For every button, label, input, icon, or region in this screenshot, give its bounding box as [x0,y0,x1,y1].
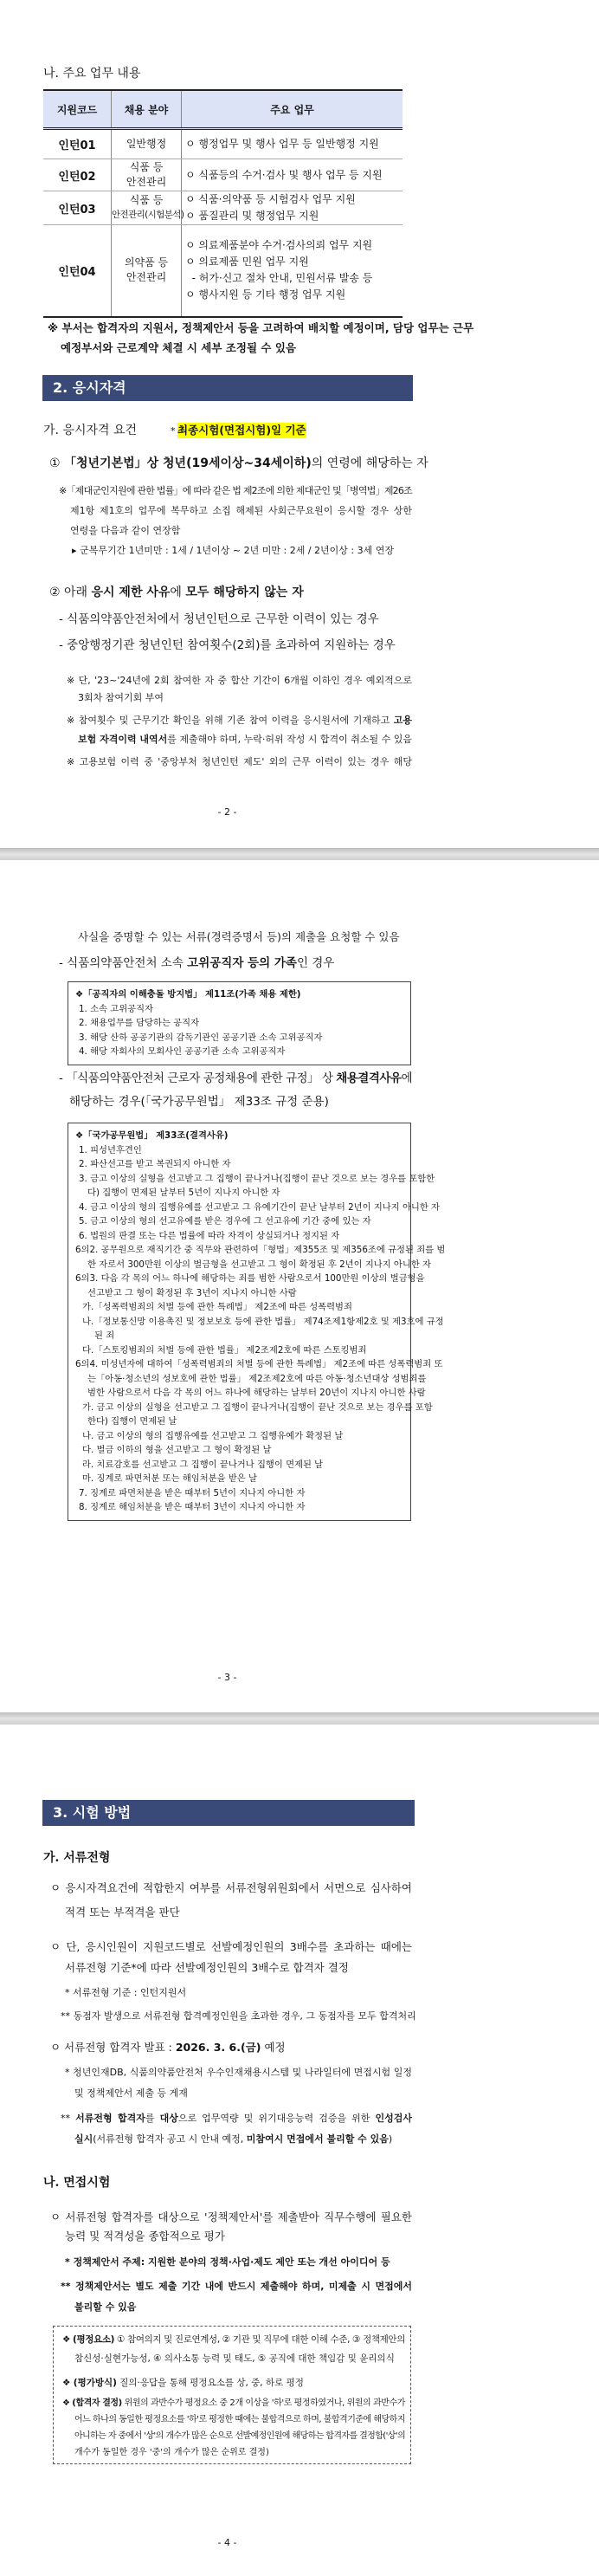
box-item: 2. 파산선고를 받고 복권되지 아니한 자 [79,1159,231,1169]
page-number: - 4 - [217,2537,237,2548]
text-run: (서류전형 합격자 공고 시 안내 예정, [93,2133,247,2145]
note-veteran-cont2: 연령을 다음과 같이 연장함 [70,525,181,536]
section-heading-main-duties: 나. 주요 업무 내용 [43,67,141,81]
field-line: 의약품 등 [124,256,169,269]
note-veteran: ※「제대군인지원에 관한 법률」에 따라 같은 법 제2조에 의한 제대군인 및「병역법」제26조 [59,485,412,496]
text-run: ❖ [62,2334,74,2345]
field-line: 안전관리 [126,271,167,284]
proof-documents: 사실을 증명할 수 있는 서류(경력증명서 등)의 제출을 요청할 수 있음 [78,930,400,943]
note-other-history: ※ 고용보험 이력 중 '중앙부처 청년인턴 제도' 외의 근무 이력이 있는 경우 해당 [67,756,412,767]
basis-star: * [171,425,176,437]
note-exception-cont: 3회차 참여기회 부여 [78,692,164,703]
text-run: 에 [170,586,186,599]
section-title-exam-method: 3. 시험 방법 [42,1800,415,1826]
text-run: 위원의 과반수가 평정요소 중 2개 이상을 '하'로 평정하였거나, 위원의 과반수가 [121,2398,405,2408]
box-item: 다.「스토킹범죄의 처벌 등에 관한 법률」 제2조제2호에 따른 스토킹범죄 [82,1344,367,1356]
box-item: 선고받고 그 형이 확정된 후 3년이 지나지 아니한 사람 [87,1287,297,1298]
screening-criteria-note: * 서류전형 기준 : 인턴지원서 [65,1987,187,1998]
interview-heading: 나. 면접시험 [43,2176,111,2190]
box-title: ❖「국가공무원법」 제33조(결격사유) [75,1130,229,1141]
screening-announcement [50,2040,286,2055]
duty-item: ㅇ 행정업무 및 행사 업무 등 일반행정 지원 [185,138,379,150]
recruitment-field [112,129,182,159]
text-run: (평가방식) [73,2378,117,2388]
proposal-deadline-note [61,2279,412,2294]
announcement-note-cont: 및 정책제안서 제출 등 게재 [74,2087,188,2099]
box-item: 된 죄 [94,1330,115,1341]
text-run: 으로 업무역량 및 위기대응능력 검증을 위한 [177,2113,376,2124]
field-line: 일반행정 [126,138,167,150]
requirement-1 [49,456,428,471]
table-row [43,129,403,159]
table-header-row [43,90,403,129]
box-item: 나.「정보통신망 이용촉진 및 정보보호 등에 관한 법률」 제74조제1항제2호 및 제3호에 규정 [82,1316,444,1327]
text-run: ㅇ 서류전형 합격자 발표 : [50,2041,176,2054]
screening-item-1-cont: 적격 또는 부적격을 판단 [65,1906,180,1919]
main-duties [182,225,403,317]
text-run: 보험 자격이력 내역서 [78,734,168,745]
box-item: 8. 징계로 해임처분을 받은 때부터 3년이 지나지 아니한 자 [79,1502,306,1512]
evaluation-criteria-box [53,2326,411,2464]
duties-table [43,89,403,318]
text-run: (19세이상~34세이하) [186,456,312,470]
box-item: 한 자로서 300만원 이상의 벌금형을 선고받고 그 형이 확정된 후 2년이 지나지 아니한 자 [87,1259,431,1270]
box-item: 1. 피성년후견인 [79,1144,142,1155]
box-item: 6. 법원의 판결 또는 다른 법률에 따라 자격이 상실되거나 정지된 자 [79,1230,340,1241]
restriction-disqualification-cont: 해당하는 경우(「국가공무원법」 제33조 규정 준용) [69,1095,329,1109]
box-item: 2. 채용업무를 담당하는 공직자 [79,1018,200,1028]
text-run: 서류전형 합격자 [75,2113,145,2124]
disqualification-box [68,1123,446,1521]
box-item: 마. 징계로 파면처분 또는 해임처분을 받은 날 [82,1473,257,1484]
box-item: 4. 해당 자회사의 모회사인 공공기관 소속 고위공직자 [79,1046,286,1057]
duty-item: ㅇ 행사지원 등 기타 행정 업무 지원 [185,288,346,301]
text-run: 의 연령에 해당하는 자 [311,456,428,470]
intern-code: 인턴01 [43,129,112,159]
box-item: 는「아동·청소년의 성보호에 관한 법률」 제2조제2호에 따른 아동·청소년대상 성범죄를 [87,1373,427,1384]
assignment-note-cont: 예정부서와 근로계약 체결 시 세부 조정될 수 있음 [61,340,296,354]
duty-item: ㅇ 품질관리 및 행정업무 지원 [185,210,319,222]
screening-item-2-cont: 서류전형 기준*에 따라 선발예정인원의 3배수로 합격자 결정 [65,1961,349,1974]
text-run: ) [388,2133,393,2145]
box-item: 6의3. 다음 각 목의 어느 하나에 해당하는 죄를 범한 사람으로서 100만원 이상의 벌금형을 [75,1273,425,1284]
box-item: 6의2. 공무원으로 재직기간 중 직무와 관련하여「형법」제355조 및 제356조에 규정된 죄를 범 [75,1245,446,1255]
section-title-eligibility: 2. 응시자격 [42,375,413,401]
duty-item: ㅇ 식품등의 수거·검사 및 행사 업무 등 지원 [185,168,383,181]
text-run: 미참여시 면접에서 불리할 수 있음 [246,2133,389,2145]
box-title: ❖「공직자의 이해충돌 방지법」 제11조(가족 채용 제한) [75,989,301,1000]
requirement-2 [49,585,304,600]
box-item: 가. 금고 이상의 실형을 선고받고 그 집행이 끝나거나(집행이 끝난 것으로 보는 경우를 포함 [82,1401,433,1413]
criteria-decision [62,2396,405,2411]
text-run: - 「식품의약품안전처 근로자 공정채용에 관한 규정」 상 [59,1071,337,1085]
note-exception: ※ 단, '23~'24년에 2회 참여한 자 중 합산 기간이 6개월 이하인 경우 예외적으로 [67,675,412,686]
box-item: 가.「성폭력범죄의 처벌 등에 관한 특례법」 제2조에 따른 성폭력범죄 [82,1302,352,1312]
text-run: 고용 [393,715,412,726]
text-run: 고위공직자 등의 가족 [187,956,297,970]
criteria-decision-cont: 개수가 동일한 경우 '중'의 개수가 많은 순위로 결정) [74,2448,269,2457]
table-row [43,159,403,191]
basis-highlight: 최종시험(면접시험)일 기준 [177,424,306,437]
restriction-2: - 중앙행정기관 청년인턴 참여횟수(2회)를 초과하여 지원하는 경우 [59,638,396,652]
personality-test-note-cont [74,2132,392,2147]
restriction-disqualification [59,1071,412,1086]
note-insurance [67,713,412,728]
personality-test-note [61,2111,412,2126]
text-run: - 식품의약품안전처 소속 [59,956,188,970]
field-line: 식품 등 [129,161,164,173]
box-item: 범한 사람으로서 다음 각 목의 어느 하나에 해당하는 날부터 20년이 지나지 아니한 사람 [87,1388,426,1398]
text-run: 2026. 3. 6.(금) [175,2041,261,2054]
text-run: 예정 [261,2041,286,2054]
page-break [0,1712,599,1725]
text-run: 를 제출해야 하며, 누락·허위 작성 시 합격이 취소될 수 있음 [167,734,413,745]
table-row [43,225,403,317]
text-run: ** 정책제안서는 별도 제출 기간 내에 반드시 제출해야 하며, 미제출 시 면접에서 [61,2281,412,2292]
main-duties [182,129,403,159]
text-run: (합격자 결정) [72,2398,122,2408]
text-run: ❖ [62,2378,74,2388]
eligibility-heading: 가. 응시자격 요건 [43,424,138,437]
box-item: 다) 집행이 면제된 날부터 5년이 지나지 아니한 자 [87,1188,280,1198]
note-insurance-cont [78,732,412,748]
duty-item: - 허가·신고 절차 안내, 민원서류 발송 등 [185,272,373,285]
criteria-elements [62,2332,405,2347]
interview-item: ㅇ 서류전형 합격자를 대상으로 '정책제안서'를 제출받아 직무수행에 필요한 [50,2210,412,2223]
duty-item: ㅇ 의료제품 민원 업무 지원 [185,256,309,269]
box-item: 4. 금고 이상의 형의 집행유예를 선고받고 그 유예기간이 끝난 날부터 2년이 지나지 아니한 자 [79,1201,441,1213]
box-item: 다. 벌금 이하의 형을 선고받고 그 형이 확정된 날 [82,1445,272,1455]
recruitment-field [112,225,182,317]
intern-code: 인턴02 [43,159,112,191]
box-item: 7. 징계로 파면처분을 받은 때부터 5년이 지나지 아니한 자 [79,1487,306,1498]
text-run: ※ 참여횟수 및 근무기간 확인을 위해 기존 참여 이력을 응시원서에 기재하고 [67,715,394,726]
text-run: 불리할 수 있음 [74,2301,137,2313]
text-run: 채용결격사유 [336,1071,402,1085]
column-header-code: 지원코드 [43,90,112,129]
text-run: 인 경우 [296,956,335,970]
box-item: 한다) 집행이 면제된 날 [87,1416,177,1427]
box-item: 6의4. 미성년자에 대하여「성폭력범죄의 처벌 등에 관한 특례법」 제2조에 따른 성폭력범죄 또 [75,1359,443,1369]
screening-item-1: ㅇ 응시자격요건에 적합한지 여부를 서류전형위원회에서 서면으로 심사하여 [50,1881,412,1894]
column-header-field: 채용 분야 [112,90,182,129]
proposal-deadline-note-cont [74,2300,136,2315]
text-run: (평정요소) [73,2334,115,2345]
text-run: 를 [145,2113,160,2124]
text-run: * 정책제안서 주제: 지원한 분야의 정책·사업·제도 제안 또는 개선 아이디어 등 [65,2256,390,2268]
duty-item: ㅇ 식품·의약품 등 시험검사 업무 지원 [185,193,356,205]
text-run: 실시 [74,2133,93,2145]
proposal-topic-note [65,2255,390,2270]
age-extension: ▸ 군복무기간 1년미만 : 1세 / 1년이상 ~ 2년 미만 : 2세 / 2년이상 : 3세 연장 [72,545,394,556]
text-run: ① [49,456,65,470]
criteria-method [62,2375,304,2391]
text-run: ① 참여의지 및 진로연계성, ② 기관 및 직무에 대한 이해 수준, ③ 정책제안의 [114,2334,405,2345]
field-line: 안전관리(시험분석) [112,210,184,220]
recruitment-field [112,191,182,225]
column-header-duties: 주요 업무 [182,90,403,129]
tie-note: ** 동점자 발생으로 서류전형 합격예정인원을 초과한 경우, 그 동점자를 모두 합격처리 [61,2010,416,2022]
text-run: 「청년기본법」상 청년 [64,456,187,470]
text-run: 대상 [159,2113,178,2124]
box-item: 3. 금고 이상의 실형을 선고받고 그 집행이 끝나거나(집행이 끝난 것으로 보는 경우를 포함한 [79,1173,435,1184]
duties-table-block [43,89,474,358]
text-run: 인성검사 [375,2113,413,2124]
intern-code: 인턴04 [43,225,112,317]
assignment-note: ※ 부서는 합격자의 지원서, 정책제안서 등을 고려하여 배치할 예정이며, 담당 업무는 근무 [48,320,474,334]
screening-item-2: ㅇ 단, 응시인원이 지원코드별로 선발예정인원의 3배수를 초과하는 때에는 [50,1940,412,1953]
conflict-of-interest-box [68,981,411,1065]
restriction-1: - 식품의약품안전처에서 청년인턴으로 근무한 이력이 있는 경우 [59,612,379,626]
text-run: 모두 해당하지 않는 자 [185,586,304,599]
restriction-family [59,955,334,971]
table-row [43,191,403,225]
document-screening-heading: 가. 서류전형 [43,1851,111,1865]
page-number: - 2 - [217,806,237,818]
box-item: 3. 해당 산하 공공기관의 감독기관인 공공기관 소속 고위공직자 [79,1032,323,1043]
page-number: - 3 - [217,1672,237,1683]
recruitment-field [112,159,182,191]
text-run: ❖ [62,2398,73,2408]
text-run: 응시 제한 사유 [91,586,171,599]
interview-item-cont: 능력 및 적격성을 종합적으로 평가 [65,2230,225,2243]
announcement-note: * 청년인재DB, 식품의약품안전처 우수인재채용시스템 및 나라일터에 면접시험 일정 [65,2067,412,2078]
field-line: 식품 등 [129,194,164,206]
box-item: 5. 금고 이상의 형의 선고유예를 받은 경우에 그 선고유예 기간 중에 있는 자 [79,1216,371,1227]
criteria-decision-cont: 아니하는 자 중에서 '상'의 개수가 많은 순으로 선발예정인원에 해당하는 합격자를 결정함('상'의 [74,2431,405,2441]
text-run: 에 [401,1071,412,1085]
text-run: ** [61,2113,76,2124]
text-run: 질의·응답을 통해 평정요소를 상, 중, 하로 평정 [116,2378,304,2388]
duty-item: ㅇ 의료제품분야 수거·검사의뢰 업무 지원 [185,239,373,252]
note-veteran-cont: 제1항 제1호의 업무에 복무하고 소집 해제된 사회근무요원이 응시할 경우 상한 [70,505,412,516]
box-item: 1. 소속 고위공직자 [79,1003,153,1014]
intern-code: 인턴03 [43,191,112,225]
box-item: 나. 금고 이상의 형의 집행유예를 선고받고 그 집행유예가 확정된 날 [82,1430,344,1441]
box-item: 라. 치료감호를 선고받고 그 집행이 끝나거나 집행이 면제된 날 [82,1459,324,1470]
criteria-elements-cont: 참신성·실현가능성, ④ 의사소통 능력 및 태도, ⑤ 공직에 대한 책임감 및 윤리의식 [74,2353,395,2364]
main-duties [182,191,403,225]
main-duties [182,159,403,191]
criteria-decision-cont: 어느 하나의 동일한 평정요소를 '하'로 평정한 때에는 불합격으로 하며, 불합격기준에 해당하지 [74,2415,405,2424]
page-break [0,848,599,860]
field-line: 안전관리 [126,176,167,188]
text-run: ② 아래 [49,586,92,599]
